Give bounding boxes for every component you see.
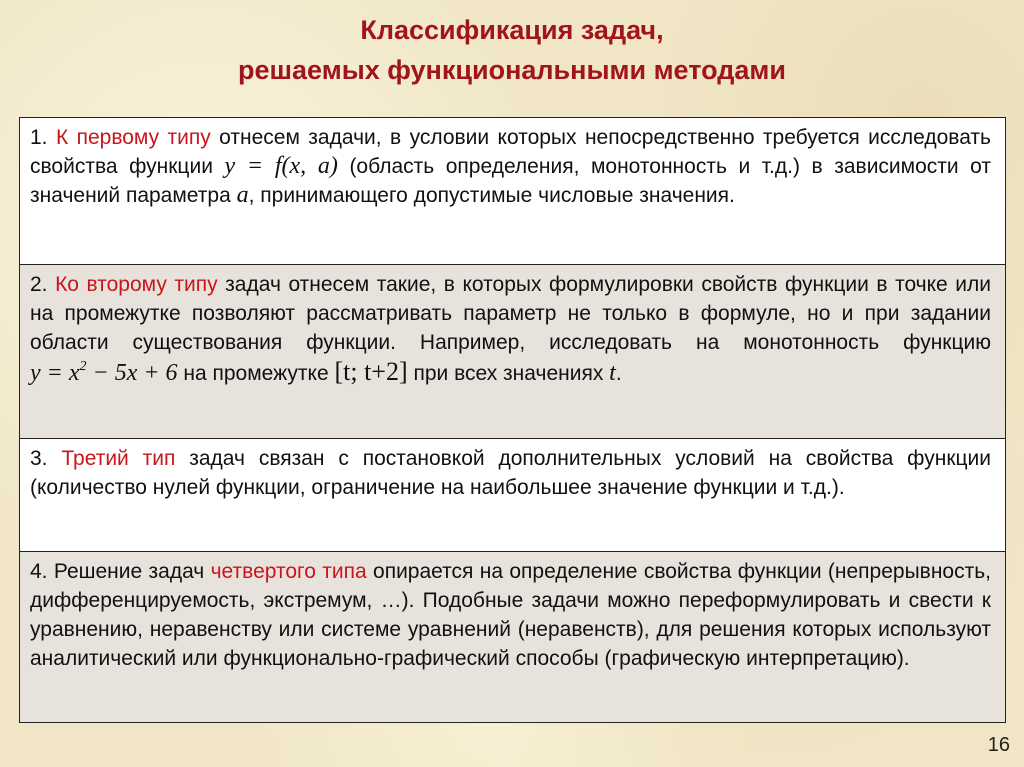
formula-rest: − 5x + 6 bbox=[92, 360, 178, 386]
formula-y-f-x-a: y = f(x, a) bbox=[224, 153, 338, 179]
item-number: 1. bbox=[30, 126, 48, 149]
item-number: 4. bbox=[30, 560, 48, 583]
item-text: . bbox=[615, 362, 622, 385]
item-highlight: Третий тип bbox=[61, 447, 176, 470]
item-text: Решение задач bbox=[53, 560, 205, 583]
item-text: опирается на определение свойства функции (непрерывность, дифференцируемость, экстремум, …). Подобные задачи можно переформулировать и свести к уравнению, неравенству или системе уравнений (неравенств), для решения которых используют аналитический или функционально-графический способы (графическую интерпретацию). bbox=[30, 560, 991, 670]
formula-exponent: 2 bbox=[79, 359, 87, 374]
task-type-4-cell bbox=[20, 552, 1005, 722]
item-text: на промежутке bbox=[183, 362, 329, 385]
task-type-3-cell bbox=[20, 439, 1005, 552]
task-types-table bbox=[19, 117, 1006, 723]
slide-title bbox=[0, 10, 1024, 90]
parameter-t: t bbox=[609, 360, 616, 386]
page-number: 16 bbox=[987, 734, 1010, 756]
item-highlight: Ко второму типу bbox=[55, 273, 218, 296]
item-number: 2. bbox=[30, 273, 48, 296]
interval-t-t-plus-2: [t; t+2] bbox=[334, 357, 408, 386]
slide-title-line-1: Классификация задач, bbox=[360, 15, 664, 45]
task-type-2-cell bbox=[20, 265, 1005, 439]
item-text: , принимающего допустимые числовые значения. bbox=[248, 184, 735, 207]
formula-quadratic bbox=[30, 360, 178, 386]
parameter-a: a bbox=[236, 182, 249, 208]
task-type-1-cell bbox=[20, 118, 1005, 265]
formula-base: y = x bbox=[30, 360, 80, 386]
item-number: 3. bbox=[30, 447, 48, 470]
item-text: (область определения, монотонность и т.д.) в зависимости от значений параметра bbox=[30, 155, 992, 207]
item-text: задач связан с постановкой дополнительных условий на свойства функции (количество нулей функции, ограничение на наибольшее значение функции и т.д.). bbox=[30, 447, 992, 499]
item-text: задач отнесем такие, в которых формулировки свойств функции в точке или на промежутке позволяют рассматривать параметр не только в формуле, но и при задании области существования функции. Например, исследовать на монотонность функцию bbox=[30, 273, 991, 354]
item-text: при всех значениях bbox=[413, 362, 604, 385]
item-highlight: К первому типу bbox=[55, 126, 211, 149]
slide-title-line-2: решаемых функциональными методами bbox=[238, 55, 786, 85]
item-highlight: четвертого типа bbox=[210, 560, 367, 583]
item-text: отнесем задачи, в условии которых непосредственно требуется исследовать свойства функции bbox=[30, 126, 991, 178]
